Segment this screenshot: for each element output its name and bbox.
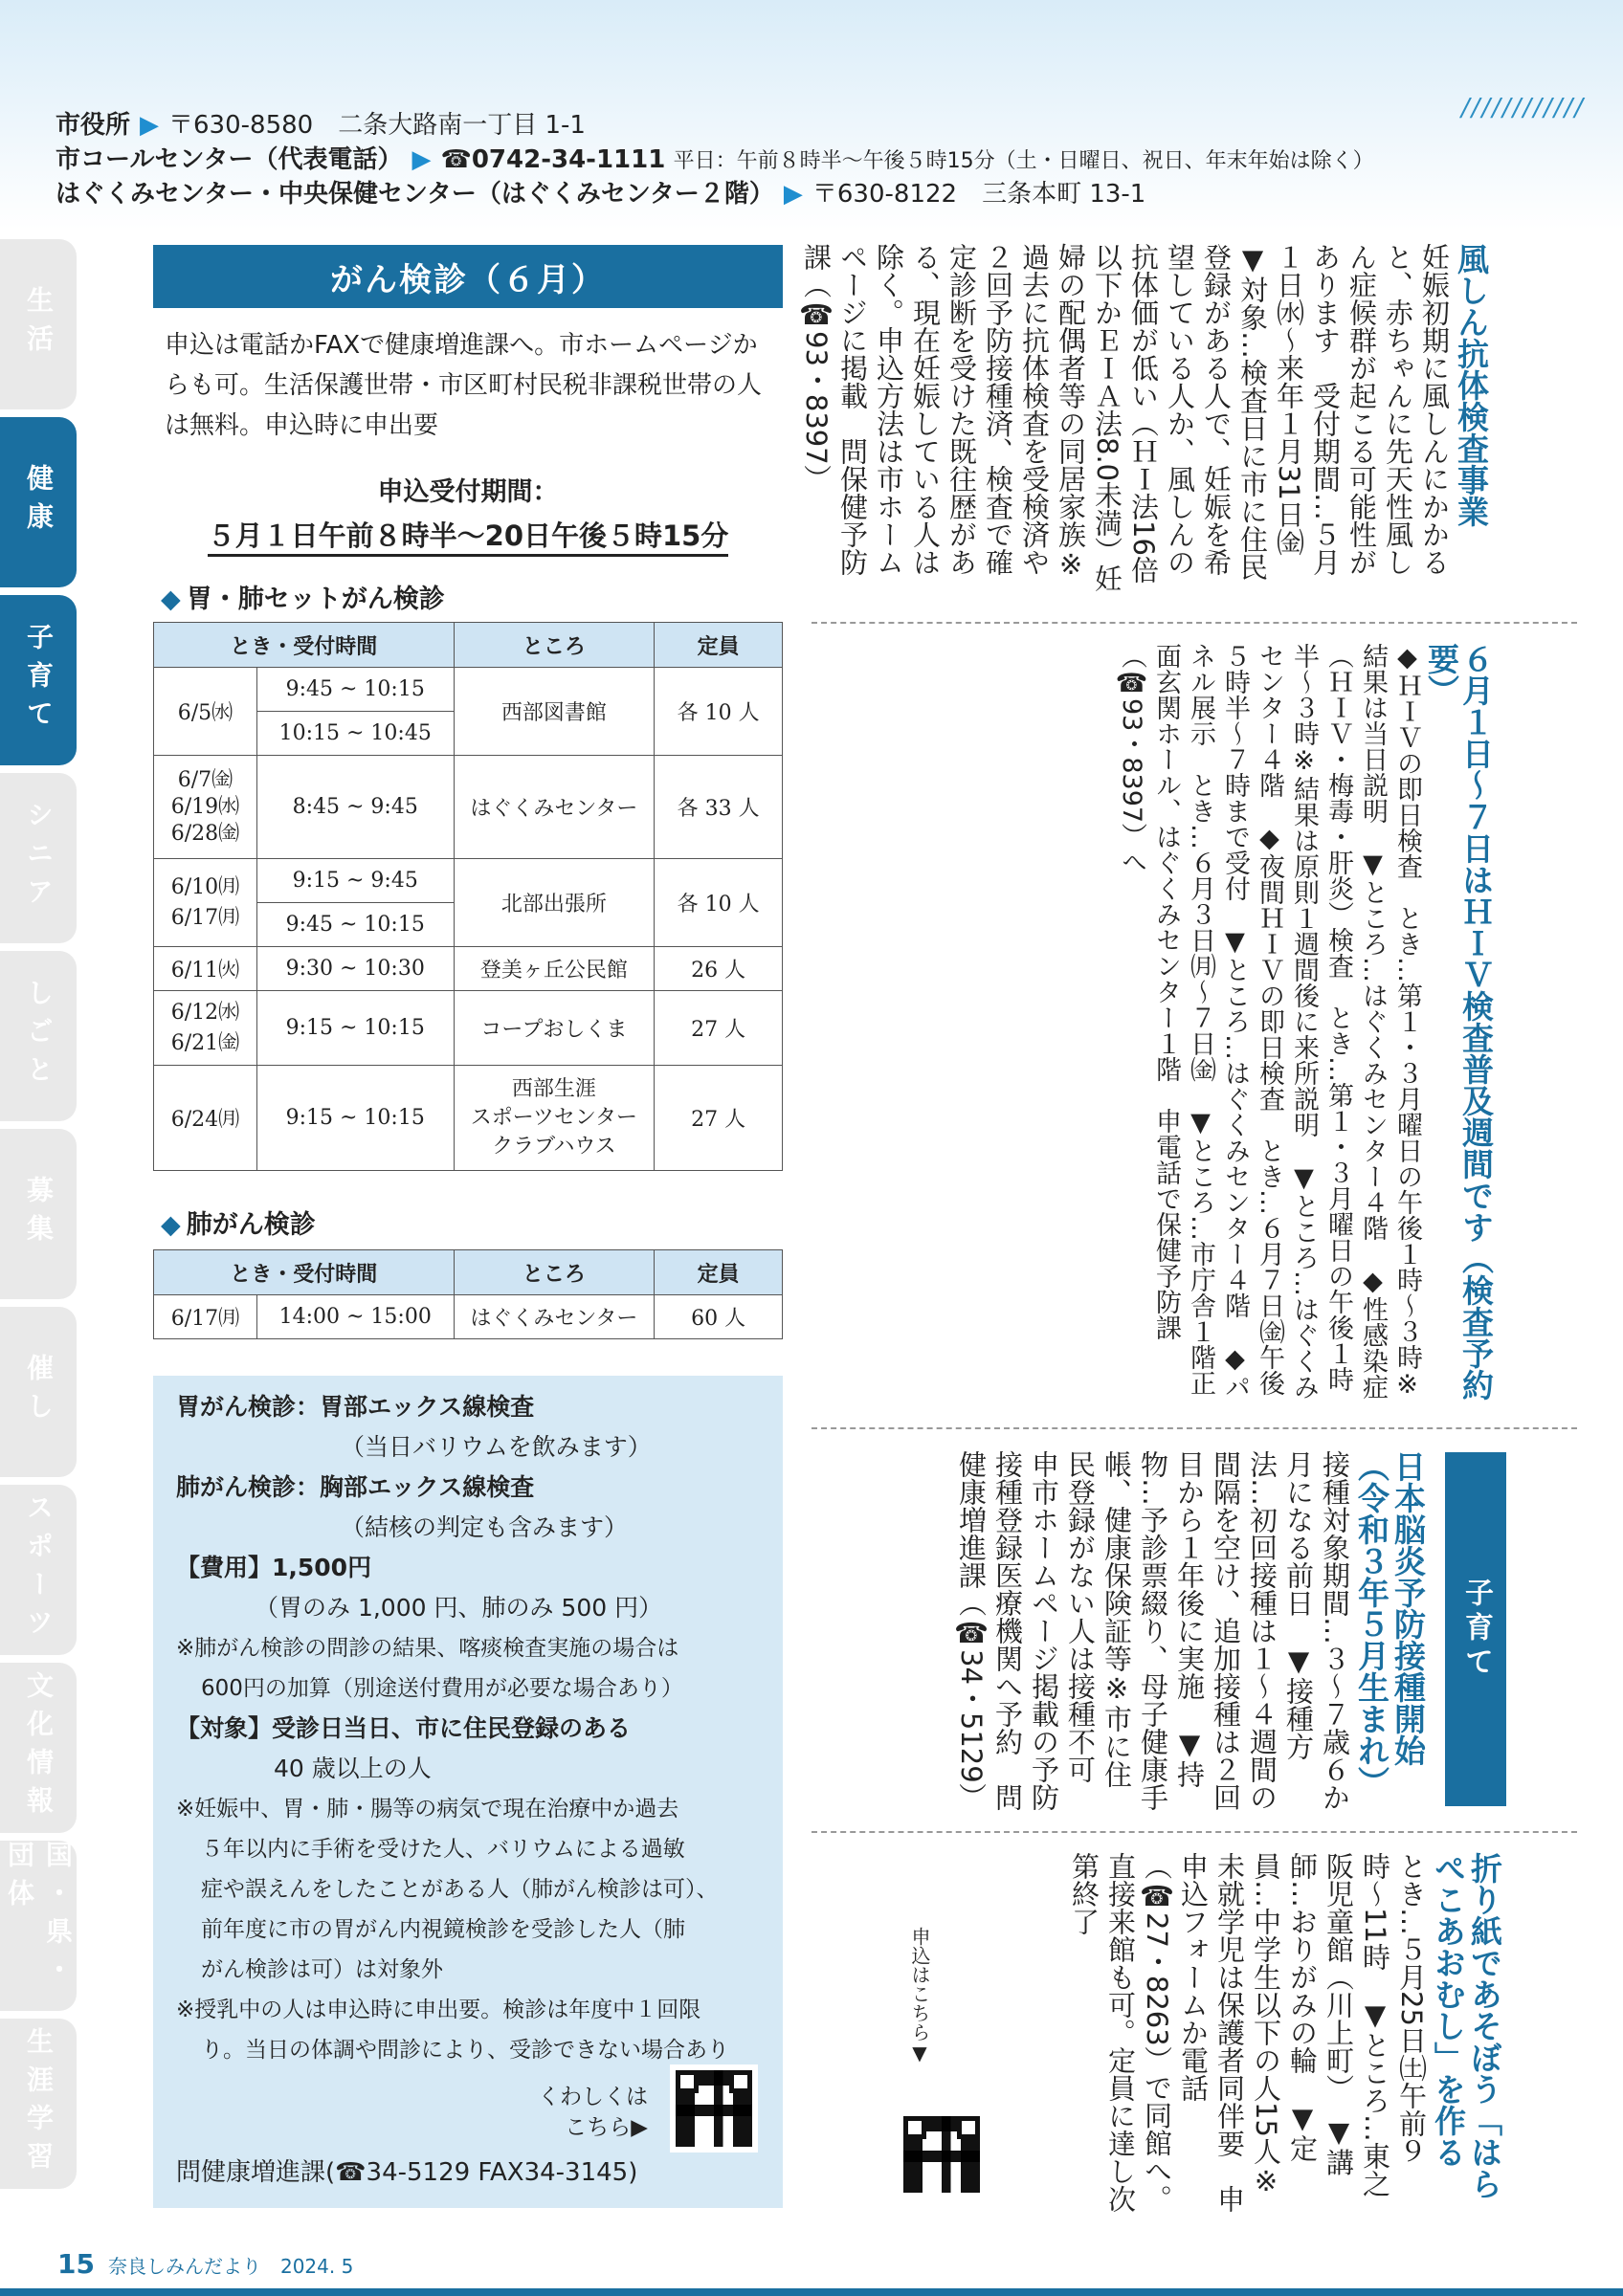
row-capacity: 各 10 人 (655, 668, 783, 756)
tab-moyooshi[interactable]: 催し (0, 1307, 77, 1477)
row-time: 9:30 ~ 10:30 (256, 947, 454, 991)
table-row (154, 991, 783, 1066)
table-row (154, 1295, 783, 1339)
info-fee-text: 【費用】1,500円 (176, 1554, 372, 1581)
table-row (154, 859, 783, 903)
city-hall-label: 市役所 (56, 111, 131, 140)
arrow-icon: ▶ (140, 111, 160, 140)
row-date: 6/12㈬ 6/21㈮ (154, 991, 257, 1066)
hiv-article (833, 643, 1493, 1408)
origami-body: とき…５月25日㈯午前９時〜11時 ▼ところ…東之阪児童館（川上町） ▼講師…おりがみの輪 ▼定員…中学生以下の人15人※未就学児は保護者同伴要 申申込フォームか電話（☎27・8263）で同館へ。直接来館も可。定員に達し次第終了 (1068, 1852, 1428, 2213)
row-time: 9:45 ~ 10:15 (256, 903, 454, 947)
row-capacity: 27 人 (655, 1066, 783, 1171)
arrow-icon: ▶ (783, 180, 803, 209)
tab-kuni-ken[interactable]: 国・県・団体 (0, 1841, 77, 2011)
info-line: ※肺がん検診の問診の結果、喀痰検査実施の場合は (176, 1636, 679, 1661)
info-line: り。当日の体調や問診により、受診できない場合あり (201, 2038, 729, 2063)
call-center-phone[interactable]: ☎0742-34-1111 (440, 145, 666, 174)
info-target-text: 【対象】受診日当日、市に住民登録のある (176, 1714, 632, 1742)
stomach-lung-table (153, 622, 783, 1171)
tab-kosodate[interactable]: 子育て (0, 595, 77, 765)
cancer-intro: 申込は電話かFAXで健康増進課へ。市ホームページからも可。生活保護世帯・市区町村民税非課税世帯の人は無料。申込時に申出要 (165, 331, 763, 440)
tab-kenko[interactable]: 健康 (0, 417, 77, 587)
encephalitis-article (842, 1450, 1426, 1814)
tab-sports[interactable]: スポーツ (0, 1485, 77, 1655)
period-value-text: ５月１日午前８時半〜20日午後５時15分 (208, 519, 729, 557)
encephalitis-body: 接種対象期間…３〜７歳６か月になる前日 ▼接種方法…初回接種は１〜４週間の間隔を空け、追加接種は２回目から１年後に実施 ▼持物…予診票綴り、母子健康手帳、健康保険証等※市に住民登録がない人は接種不可 申市ホームページ掲載の予防接種登録医療機関へ予約 問健康増進課（☎34・5129） (955, 1450, 1351, 1811)
info-contact: 問健康増進課(☎34-5129 FAX34-3145) (176, 2158, 638, 2187)
row-capacity: 各 33 人 (655, 756, 783, 859)
header-decoration: //////////// (1460, 94, 1585, 122)
rubella-title: 風しん抗体検査事業 (1453, 243, 1490, 527)
col-header-capacity: 定員 (655, 1250, 783, 1295)
row-capacity: 60 人 (655, 1295, 783, 1339)
col-header-time: とき・受付時間 (154, 623, 455, 668)
hagukumi-address: 〒630-8122 三条本町 13-1 (812, 180, 1146, 209)
row-place: コープおしくま (454, 991, 655, 1066)
divider (812, 1427, 1577, 1429)
qr-code-icon[interactable] (670, 2064, 758, 2152)
header-city-hall (56, 105, 586, 141)
table-row (154, 947, 783, 991)
info-line: （結核の判定も含みます） (341, 1513, 629, 1541)
col-header-time: とき・受付時間 (154, 1250, 455, 1295)
info-line: 症や誤えんをしたことがある人（肺がん検診は可）、 (201, 1877, 719, 1902)
hiv-body: ◆ＨＩＶの即日検査 とき…第１・３月曜日の午後１時〜３時※結果は当日説明 ▼ところ…はぐくみセンター４階 ◆性感染症（ＨＩＶ・梅毒・肝炎）検査 とき…第１・３月曜日の午後１時半〜３時※結果は原則１週間後に来所説明 ▼ところ…はぐくみセンター４階 ◆夜間ＨＩＶの即日検査 とき…６月７日㈮午後５時半〜７時まで受付 ▼ところ…はぐくみセンター４階 ◆パネル展示 とき…６月３日㈪〜７日㈮ ▼ところ…市庁舎１階正面玄関ホール、はぐくみセンター１階 申電話で保健予防課（☎93・8397）へ (1117, 643, 1422, 1400)
row-date: 6/10㈪ 6/17㈪ (154, 859, 257, 947)
row-place: 西部図書館 (454, 668, 655, 756)
info-line: （胃のみ 1,000 円、肺のみ 500 円） (255, 1594, 663, 1622)
tab-senior[interactable]: シニア (0, 773, 77, 943)
table-header-row (154, 1250, 783, 1295)
rubella-article (800, 243, 1490, 597)
info-stomach: 胃がん検診：胃部エックス線検査 (176, 1393, 535, 1421)
info-line: （当日バリウムを飲みます） (341, 1433, 652, 1461)
divider (812, 622, 1577, 624)
stomach-lung-heading-text: 胃・肺セットがん検診 (186, 585, 445, 614)
info-line: がん検診は可）は対象外 (201, 1957, 443, 1982)
hiv-title: ６月１日〜７日はＨＩＶ検査普及週間です（検査予約要） (1423, 643, 1495, 1401)
table-row (154, 1066, 783, 1171)
page-number: 15 (57, 2248, 95, 2280)
row-date: 6/5㈬ (154, 668, 257, 756)
info-target (176, 1709, 631, 1749)
info-line: ５年以内に手術を受けた人、バリウムによる過敏 (201, 1837, 685, 1862)
call-center-hours: 平日：午前８時半〜午後５時15分（土・日曜日、祝日、年末年始は除く） (673, 149, 1374, 173)
row-time: 9:15 ~ 10:15 (256, 1066, 454, 1171)
bottom-rule (0, 2288, 1623, 2296)
divider (812, 1831, 1577, 1833)
tab-bunka[interactable]: 文化情報 (0, 1663, 77, 1833)
tab-shogai[interactable]: 生涯学習 (0, 2019, 77, 2189)
arrow-icon: ▶ (411, 145, 432, 174)
origami-title: 折り紙であそぼう「はらぺこあおむし」を作る (1430, 1852, 1503, 2199)
row-time: 10:15 ~ 10:45 (256, 712, 454, 756)
more-info-link[interactable] (538, 2082, 648, 2143)
header-hagukumi (56, 174, 1145, 210)
row-time: 9:45 ~ 10:15 (256, 668, 454, 712)
kosodate-band: 子育て (1445, 1452, 1506, 1806)
info-fee (176, 1548, 371, 1588)
origami-article (995, 1852, 1502, 2216)
table-row (154, 756, 783, 859)
call-center-label: 市コールセンター（代表電話） (56, 145, 403, 174)
info-line: 600円の加算（別途送付費用が必要な場合あり） (201, 1676, 683, 1701)
row-time: 14:00 ~ 15:00 (256, 1295, 454, 1339)
col-header-place: ところ (454, 623, 655, 668)
row-date: 6/7㈮ 6/19㈬ 6/28㈮ (154, 756, 257, 859)
row-place: はぐくみセンター (454, 1295, 655, 1339)
cancer-screening-title: がん検診（６月） (153, 245, 783, 308)
row-place: 登美ヶ丘公民館 (454, 947, 655, 991)
info-lung: 肺がん検診：胸部エックス線検査 (176, 1473, 535, 1501)
footer (57, 2248, 353, 2280)
origami-qr-label: 申込はこちら▼ (908, 1927, 931, 2064)
row-capacity: 27 人 (655, 991, 783, 1066)
lung-heading (161, 1203, 316, 1241)
row-date: 6/17㈪ (154, 1295, 257, 1339)
info-line (176, 1387, 534, 1427)
city-hall-address: 〒630-8580 二条大路南一丁目 1-1 (168, 111, 586, 140)
publication-name: 奈良しみんだより 2024. 5 (107, 2255, 354, 2278)
col-header-place: ところ (454, 1250, 655, 1295)
info-line: ※妊娠中、胃・肺・腸等の病気で現在治療中か過去 (176, 1797, 679, 1821)
stomach-lung-heading (161, 578, 445, 615)
row-time: 9:15 ~ 9:45 (256, 859, 454, 903)
row-place: 北部出張所 (454, 859, 655, 947)
info-line: 40 歳以上の人 (274, 1755, 432, 1782)
diamond-icon: ◆ (161, 585, 181, 614)
hagukumi-label: はぐくみセンター・中央保健センター（はぐくみセンター２階） (56, 180, 774, 209)
encephalitis-title: 日本脳炎予防接種開始（令和３年５月生まれ） (1353, 1450, 1427, 1798)
period-value (153, 515, 783, 554)
row-date: 6/24㈪ (154, 1066, 257, 1171)
cancer-info-box (153, 1376, 783, 2208)
header-call-center (56, 140, 1374, 175)
lung-heading-text: 肺がん検診 (186, 1210, 316, 1240)
diamond-icon: ◆ (161, 1210, 181, 1240)
lung-table (153, 1249, 783, 1339)
row-date: 6/11㈫ (154, 947, 257, 991)
origami-qr-code-icon[interactable] (898, 2110, 986, 2198)
rubella-body: 妊娠初期に風しんにかかると、赤ちゃんに先天性風しん症候群が起こる可能性があります 受付期間…５月１日㈬〜来年１月31日㈮ ▼対象…検査日に市に住民登録がある人で、妊娠を希望している人か、風しんの抗体価が低い（ＨＩ法16倍以下かＥＩＡ法8.0未満）妊婦の配偶者等の同居家族※過去に抗体検査を受検済や２回予防接種済、検査で確定診断を受けた既往歴がある、現在妊娠している人は除く。申込方法は市ホームページに掲載 問保健予防課（☎93・8397） (800, 243, 1451, 593)
table-header-row (154, 623, 783, 668)
row-capacity: 各 10 人 (655, 859, 783, 947)
row-place: はぐくみセンター (454, 756, 655, 859)
info-line (176, 1468, 534, 1508)
tab-boshu[interactable]: 募集 (0, 1129, 77, 1299)
info-line: ※授乳中の人は申込時に申出要。検診は年度中１回限 (176, 1998, 701, 2022)
row-capacity: 26 人 (655, 947, 783, 991)
col-header-capacity: 定員 (655, 623, 783, 668)
row-time: 9:15 ~ 10:15 (256, 991, 454, 1066)
row-time: 8:45 ~ 9:45 (256, 756, 454, 859)
tab-shigoto[interactable]: しごと (0, 951, 77, 1121)
table-row (154, 668, 783, 712)
more-info-line2: こちら▶ (565, 2115, 648, 2140)
row-place: 西部生涯 スポーツセンター クラブハウス (454, 1066, 655, 1171)
tab-seikatsu[interactable]: 生活 (0, 239, 77, 409)
info-line: 前年度に市の胃がん内視鏡検診を受診した人（肺 (201, 1917, 685, 1942)
period-label: 申込受付期間： (377, 477, 559, 507)
more-info-line1: くわしくは (538, 2085, 648, 2109)
